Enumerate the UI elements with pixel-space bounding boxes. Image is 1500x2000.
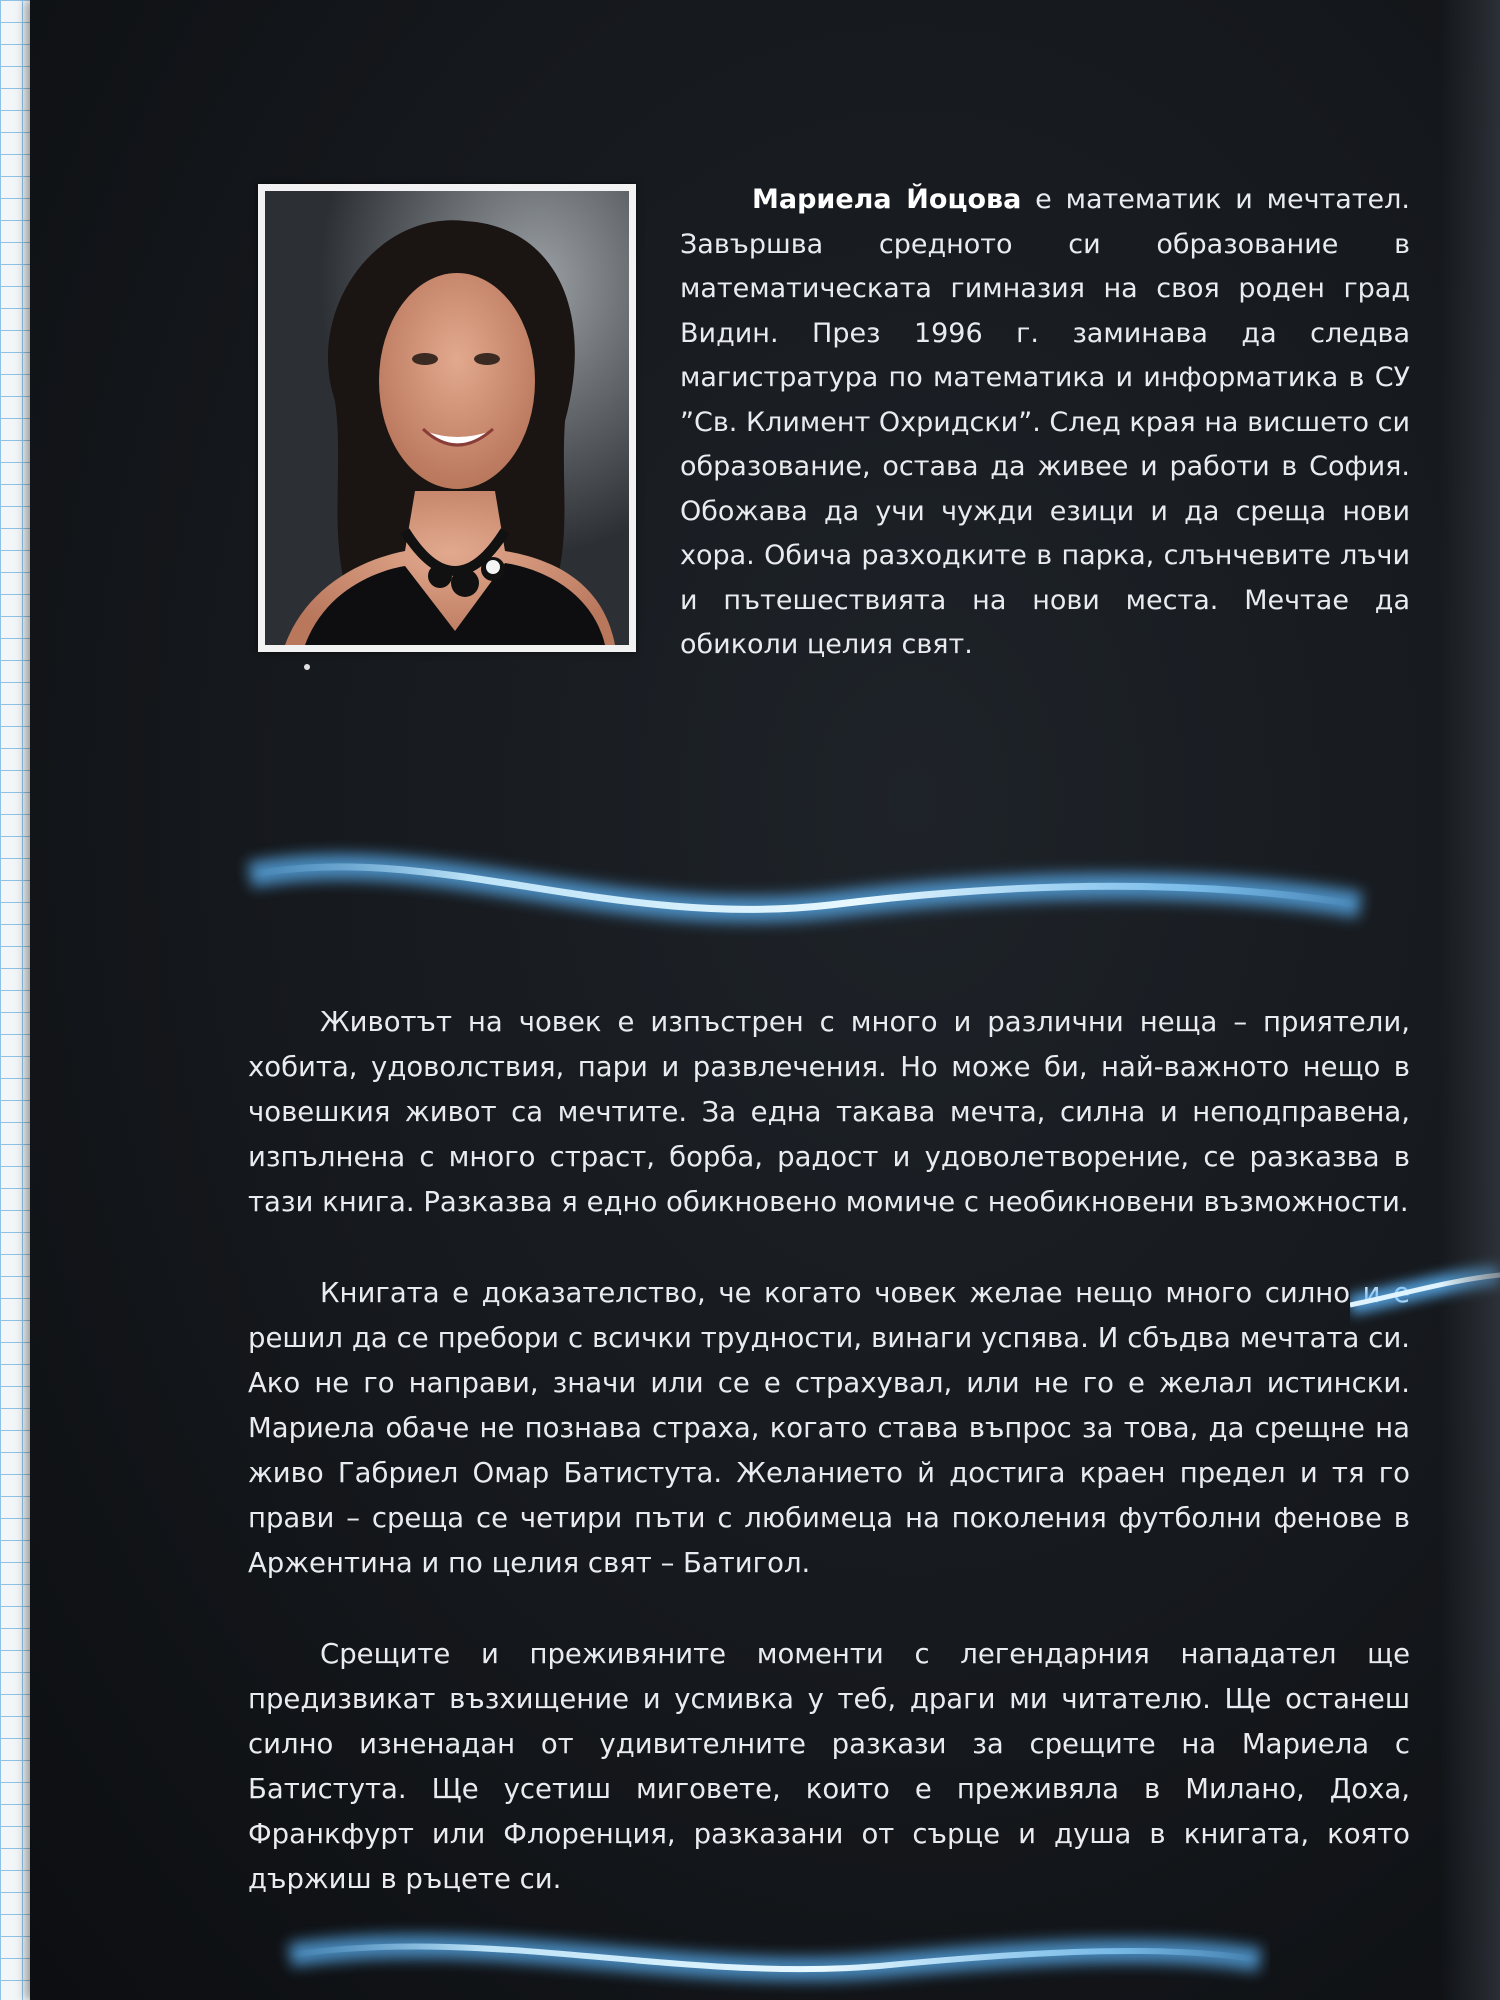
blurb-paragraph-1: Животът на човек е изпъстрен с много и различни неща – приятели, хобита, удоволствия, пари и развлечения. Но може би, най-важното нещо в човешкия живот са мечтите. За една такава мечта, силна и неподправена, изпълнена с много страст, борба, радост и удоволетворение, се разказва в тази книга. Разказва я едно обикновено момиче с необикновени възможности. bbox=[248, 1006, 1410, 1218]
author-photo-frame bbox=[258, 184, 636, 652]
author-bio-paragraph bbox=[680, 178, 1410, 668]
author-name: Мариела Йоцова bbox=[752, 184, 1022, 215]
blurb-paragraph-3: Срещите и преживяните моменти с легендарния нападател ще предизвикат възхищение и усмивка у теб, драги ми читателю. Ще останеш силно изненадан от удивителните разкази за срещите на Мариела с Батистута. Ще усетиш миговете, които е преживяла в Милано, Доха, Франкфурт или Флоренция, разказани от сърце и душа в книгата, която държиш в ръцете си. bbox=[248, 1638, 1410, 1895]
author-bio-text: е математик и мечтател. Завършва средното си образование в математическата гимназия на своя роден град Видин. През 1996 г. заминава да следва магистратура по математика и информатика в СУ ”Св. Климент Охридски”. След края на висшето си образование, остава да живее и работи в София. Обожава да учи чужди езици и да среща нови хора. Обича разходките в парка, слънчевите лъчи и пътешествията на нови места. Мечтае да обиколи целия свят. bbox=[680, 184, 1411, 660]
author-portrait-icon bbox=[265, 191, 629, 645]
book-cover bbox=[30, 0, 1500, 2000]
decor-dot bbox=[304, 664, 310, 670]
author-bio bbox=[680, 178, 1410, 668]
book-blurb bbox=[248, 1000, 1410, 1948]
light-wave-icon bbox=[230, 820, 1380, 960]
blurb-paragraph-2: Книгата е доказателство, че когато човек желае нещо много силно и е решил да се пребори с всички трудности, винаги успява. И сбъдва мечтата си. Ако не го направи, значи или се е страхувал, или не го е желал истински. Мариела обаче не познава страха, когато става въпрос за това, да срещне на живо Габриел Омар Батистута. Желанието й достига краен предел и тя го прави – среща се четири пъти с любимеца на поколения футболни фенове в Аржентина и по целия свят – Батигол. bbox=[248, 1277, 1410, 1579]
author-portrait bbox=[265, 191, 629, 645]
